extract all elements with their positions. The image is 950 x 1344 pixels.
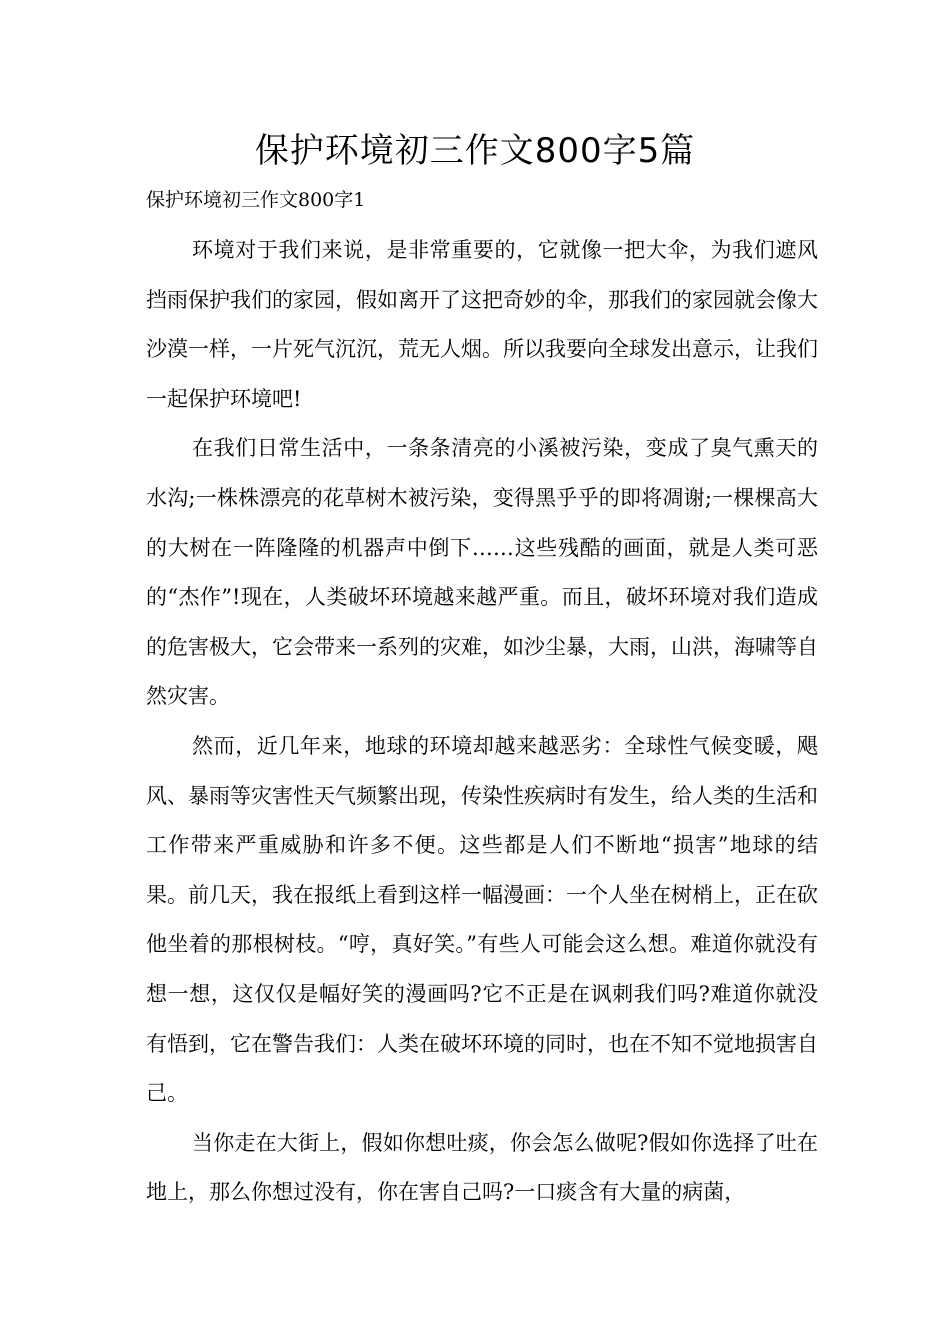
paragraph-4: 当你走在大街上，假如你想吐痰，你会怎么做呢?假如你选择了吐在地上，那么你想过没有，你在害自己吗?一口痰含有大量的病菌，	[146, 1130, 818, 1205]
paragraph-2: 在我们日常生活中，一条条清亮的小溪被污染，变成了臭气熏天的水沟;一株株漂亮的花草树木被污染，变得黑乎乎的即将凋谢;一棵棵高大的大树在一阵隆隆的机器声中倒下……这些残酷的画面，就是人类可恶的“杰作”!现在，人类破坏环境越来越严重。而且，破坏环境对我们造成的危害极大，它会带来一系列的灾难，如沙尘暴，大雨，山洪，海啸等自然灾害。	[146, 436, 818, 709]
document-title: 保护环境初三作文800字5篇	[254, 131, 696, 171]
paragraph-3: 然而，近几年来，地球的环境却越来越恶劣：全球性气候变暖，飓风、暴雨等灾害性天气频繁出现，传染性疾病时有发生，给人类的生活和工作带来严重威胁和许多不便。这些都是人们不断地“损害”地球的结果。前几天，我在报纸上看到这样一幅漫画：一个人坐在树梢上，正在砍他坐着的那根树枝。“哼，真好笑。”有些人可能会这么想。难道你就没有想一想，这仅仅是幅好笑的漫画吗?它不正是在讽刺我们吗?难道你就没有悟到，它在警告我们：人类在破坏环境的同时，也在不知不觉地损害自己。	[146, 733, 818, 1106]
document-body	[146, 226, 818, 1218]
document-subtitle: 保护环境初三作文800字1	[146, 189, 366, 211]
paragraph-1: 环境对于我们来说，是非常重要的，它就像一把大伞，为我们遮风挡雨保护我们的家园，假如离开了这把奇妙的伞，那我们的家园就会像大沙漠一样，一片死气沉沉，荒无人烟。所以我要向全球发出意示，让我们一起保护环境吧!	[146, 238, 818, 411]
